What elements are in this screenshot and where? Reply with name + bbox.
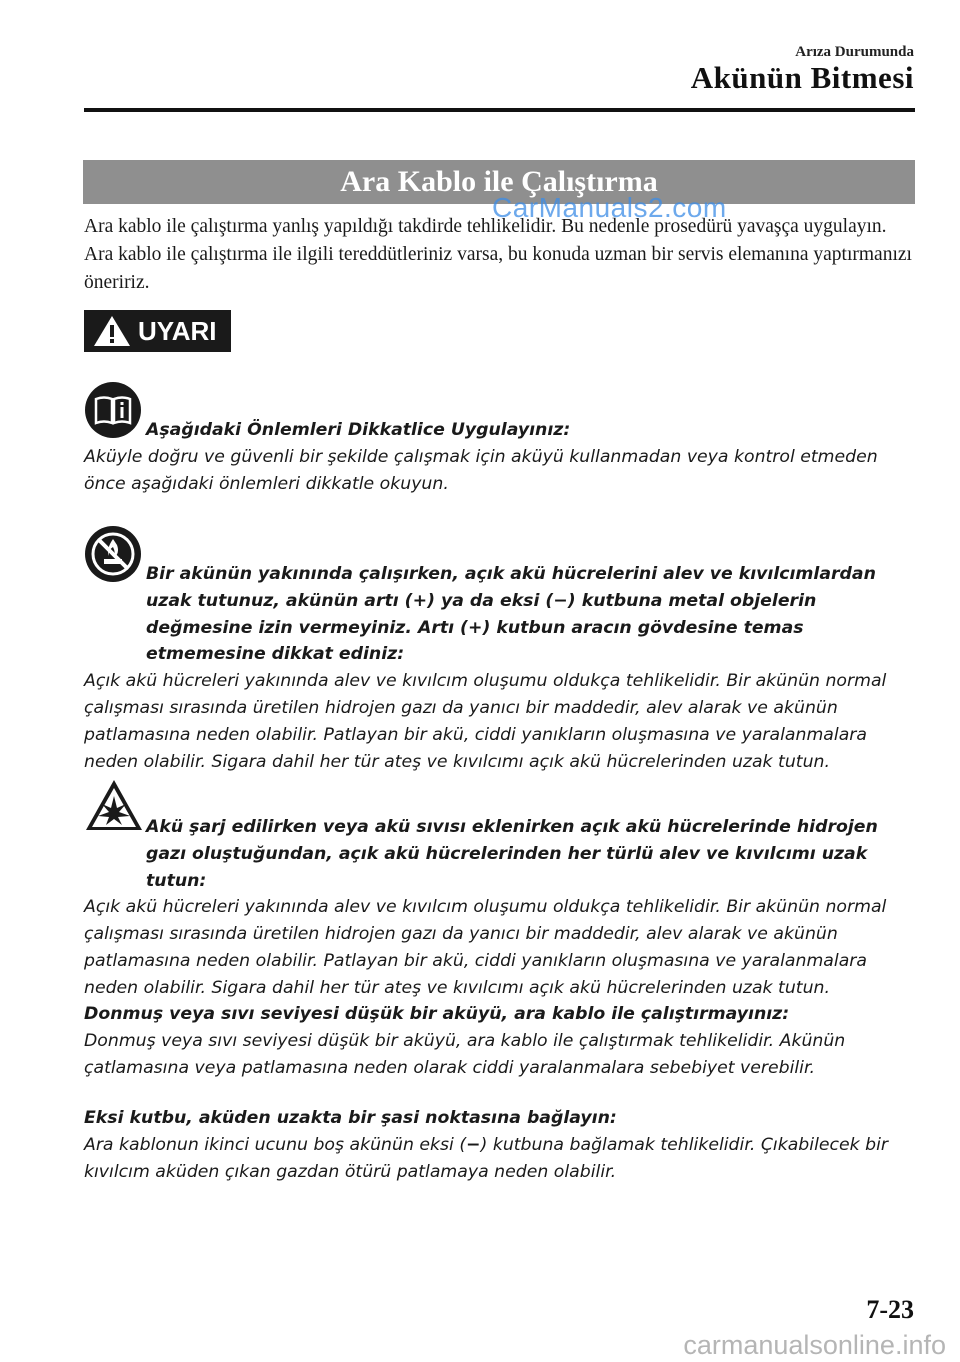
caution-block-ground <box>84 1105 914 1185</box>
block-body: Açık akü hücreleri yakınında alev ve kıvılcım oluşumu oldukça tehlikelidir. Bir akünün normal çalışması sırasında üretilen hidrojen gazı da yanıcı bir maddedir, alev alarak ve akünün patlamasına neden olabilir. Patlayan bir akü, ciddi yanıkların oluşmasına ve yaralanmalara neden olabilir. Sigara dahil her tür ateş ve kıvılcımı açık akü hücrelerinden uzak tutun. <box>84 897 887 998</box>
page-number: 7-23 <box>866 1295 914 1324</box>
warning-badge <box>84 310 231 352</box>
block-heading: Aşağıdaki Önlemleri Dikkatlice Uygulayınız: <box>146 420 571 440</box>
watermark-top: CarManuals2.com <box>492 192 727 223</box>
watermark-bottom: carmanualsonline.info <box>683 1330 946 1360</box>
block-heading: Akü şarj edilirken veya akü sıvısı eklenirken açık akü hücrelerinde hidrojen gazı oluştuğundan, açık akü hücrelerinden her türlü alev ve kıvılcımı uzak tutun: <box>146 817 878 891</box>
plus-sign: + <box>467 617 483 638</box>
caution-block-explosion <box>84 778 914 1002</box>
caution-block-manual <box>84 381 914 497</box>
header-title: Akünün Bitmesi <box>690 60 914 95</box>
caution-block-frozen <box>84 1001 914 1081</box>
block-heading: Donmuş veya sıvı seviyesi düşük bir aküyü, ara kablo ile çalıştırmayınız: <box>84 1004 790 1024</box>
warning-label: UYARI <box>138 315 217 346</box>
explosion-warning-icon <box>84 778 144 832</box>
block-body: Donmuş veya sıvı seviyesi düşük bir aküyü, ara kablo ile çalıştırmak tehlikelidir. Akünün çatlamasına veya patlamasına neden olarak ciddi yaralanmalara sebebiyet verebilir. <box>84 1030 846 1078</box>
header-section-label: Arıza Durumunda <box>795 44 914 60</box>
warning-triangle-icon <box>92 314 132 348</box>
header-rule <box>84 108 915 112</box>
block-body: Ara kablonun ikinci ucunu boş akünün eksi (−) kutbuna bağlamak tehlikelidir. Çıkabilecek bir kıvılcım aküden çıkan gazdan ötürü patlamaya neden olabilir. <box>84 1134 889 1182</box>
block-heading: Bir akünün yakınında çalışırken, açık akü hücrelerini alev ve kıvılcımlardan uzak tutunuz, akünün artı (+) ya da eksi (−) kutbuna metal objelerin değmesine izin vermeyiniz. Artı (+) kutbun aracın gövdesine temas etmemesine dikkat ediniz: <box>146 564 876 665</box>
intro-paragraph: Ara kablo ile çalıştırma yanlış yapıldığı takdirde tehlikelidir. Bu nedenle prosedürü yavaşça uygulayın. Ara kablo ile çalıştırma ile ilgili tereddütleriniz varsa, bu konuda uzman bir servis elemanına yaptırmanızı öneririz. <box>84 216 912 293</box>
minus-sign: − <box>466 1134 481 1155</box>
no-flame-icon <box>84 525 142 583</box>
block-heading: Eksi kutbu, aküden uzakta bir şasi noktasına bağlayın: <box>84 1108 617 1128</box>
section-banner: Ara Kablo ile Çalıştırma <box>83 160 915 204</box>
block-body: Açık akü hücreleri yakınında alev ve kıvılcım oluşumu oldukça tehlikelidir. Bir akünün normal çalışması sırasında üretilen hidrojen gazı da yanıcı bir maddedir, alev alarak ve akünün patlamasına neden olabilir. Patlayan bir akü, ciddi yanıkların oluşmasına ve yaralanmalara neden olabilir. Sigara dahil her tür ateş ve kıvılcımı açık akü hücrelerinden uzak tutun. <box>84 671 887 772</box>
minus-sign: − <box>553 590 568 611</box>
block-body: Aküyle doğru ve güvenli bir şekilde çalışmak için aküyü kullanmadan veya kontrol etmeden önce aşağıdaki önlemleri dikkatle okuyun. <box>84 446 878 494</box>
caution-block-no-flame <box>84 525 914 775</box>
plus-sign: + <box>412 590 428 611</box>
manual-book-icon <box>84 381 142 439</box>
